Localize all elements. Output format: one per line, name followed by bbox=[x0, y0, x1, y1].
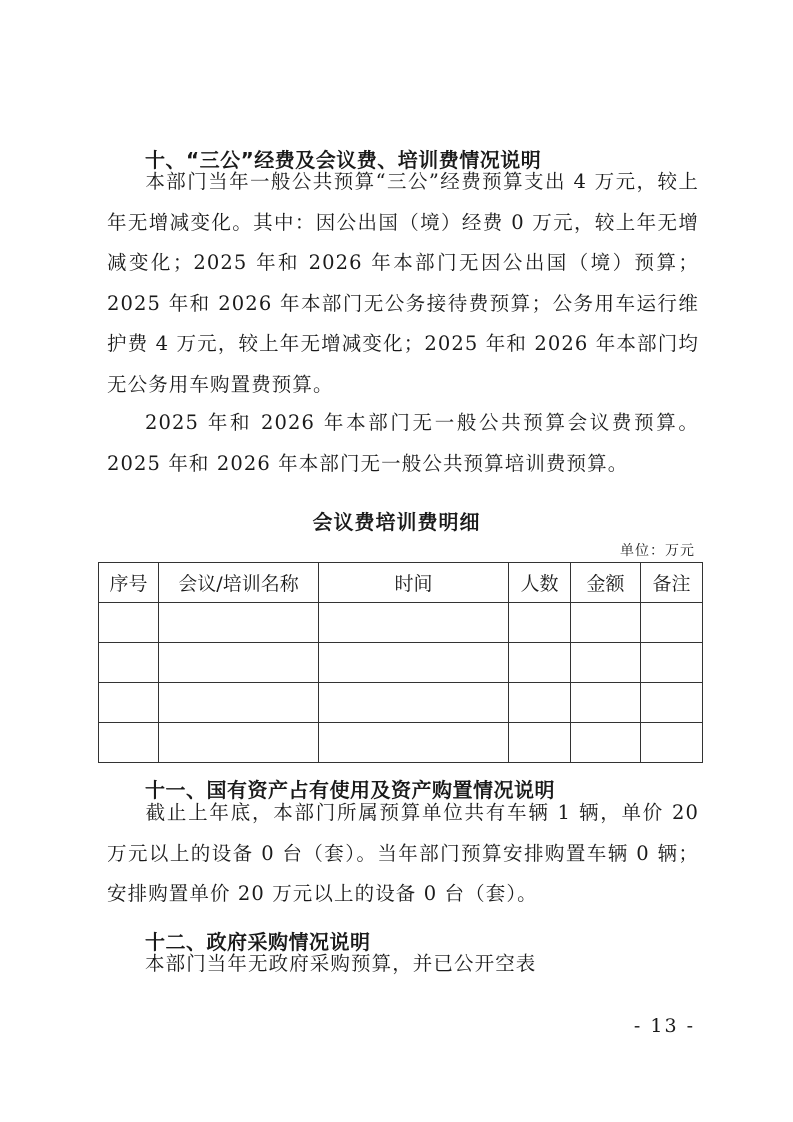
table-cell bbox=[319, 603, 509, 643]
table-cell bbox=[571, 603, 641, 643]
section-heading-10: 十、“三公”经费及会议费、培训费情况说明 bbox=[145, 148, 542, 172]
table-cell bbox=[99, 723, 159, 763]
table-cell bbox=[571, 643, 641, 683]
table-cell bbox=[641, 683, 703, 723]
table-cell bbox=[159, 683, 319, 723]
table-cell bbox=[319, 723, 509, 763]
header-cell-name: 会议/培训名称 bbox=[159, 563, 319, 603]
table-cell bbox=[509, 723, 571, 763]
table-row bbox=[99, 683, 703, 723]
table-cell bbox=[99, 603, 159, 643]
paragraph-text: 截止上年底，本部门所属预算单位共有车辆 1 辆，单价 20 万元以上的设备 0 台（套）。当年部门预算安排购置车辆 0 辆；安排购置单价 20 万元以上的设备 0 台（套）。 bbox=[107, 801, 699, 905]
table-cell bbox=[571, 683, 641, 723]
table-cell bbox=[509, 603, 571, 643]
table-cell bbox=[99, 643, 159, 683]
paragraph-meeting-training bbox=[107, 403, 699, 484]
table-unit-label: 单位：万元 bbox=[620, 543, 695, 559]
section-heading-11: 十一、国有资产占有使用及资产购置情况说明 bbox=[145, 778, 555, 802]
page-number: - 13 - bbox=[633, 1015, 695, 1037]
table-row bbox=[99, 603, 703, 643]
table-cell bbox=[571, 723, 641, 763]
table-title: 会议费培训费明细 bbox=[312, 510, 481, 534]
header-cell-remarks: 备注 bbox=[641, 563, 703, 603]
paragraph-text: 2025 年和 2026 年本部门无一般公共预算会议费预算。2025 年和 2026 年本部门无一般公共预算培训费预算。 bbox=[107, 411, 699, 475]
header-cell-amount: 金额 bbox=[571, 563, 641, 603]
header-cell-index: 序号 bbox=[99, 563, 159, 603]
table-cell bbox=[159, 723, 319, 763]
table-cell bbox=[641, 723, 703, 763]
table-row bbox=[99, 723, 703, 763]
header-cell-count: 人数 bbox=[509, 563, 571, 603]
table-cell bbox=[159, 603, 319, 643]
table-cell bbox=[641, 643, 703, 683]
paragraph-three-public-expenses bbox=[107, 162, 699, 405]
paragraph-text: 本部门当年无政府采购预算，并已公开空表 bbox=[145, 952, 537, 975]
table-cell bbox=[319, 643, 509, 683]
paragraph-text: 本部门当年一般公共预算“三公”经费预算支出 4 万元，较上年无增减变化。其中：因公出国（境）经费 0 万元，较上年无增减变化；2025 年和 2026 年本部门无因公出国（境）预算；2025 年和 2026 年本部门无公务接待费预算；公务用车运行维护费 4 万元，较上年无增减变化；2025 年和 2026 年本部门均无公务用车购置费预算。 bbox=[107, 170, 699, 396]
table-cell bbox=[159, 643, 319, 683]
section-heading-12: 十二、政府采购情况说明 bbox=[145, 930, 371, 954]
paragraph-government-procurement bbox=[107, 944, 699, 985]
table-cell bbox=[641, 603, 703, 643]
table-row bbox=[99, 643, 703, 683]
table-cell bbox=[509, 683, 571, 723]
table-cell bbox=[319, 683, 509, 723]
table-header-row bbox=[99, 563, 703, 603]
table-cell bbox=[99, 683, 159, 723]
header-cell-time: 时间 bbox=[319, 563, 509, 603]
paragraph-state-assets bbox=[107, 793, 699, 915]
meeting-training-detail-table bbox=[98, 562, 703, 763]
table-cell bbox=[509, 643, 571, 683]
